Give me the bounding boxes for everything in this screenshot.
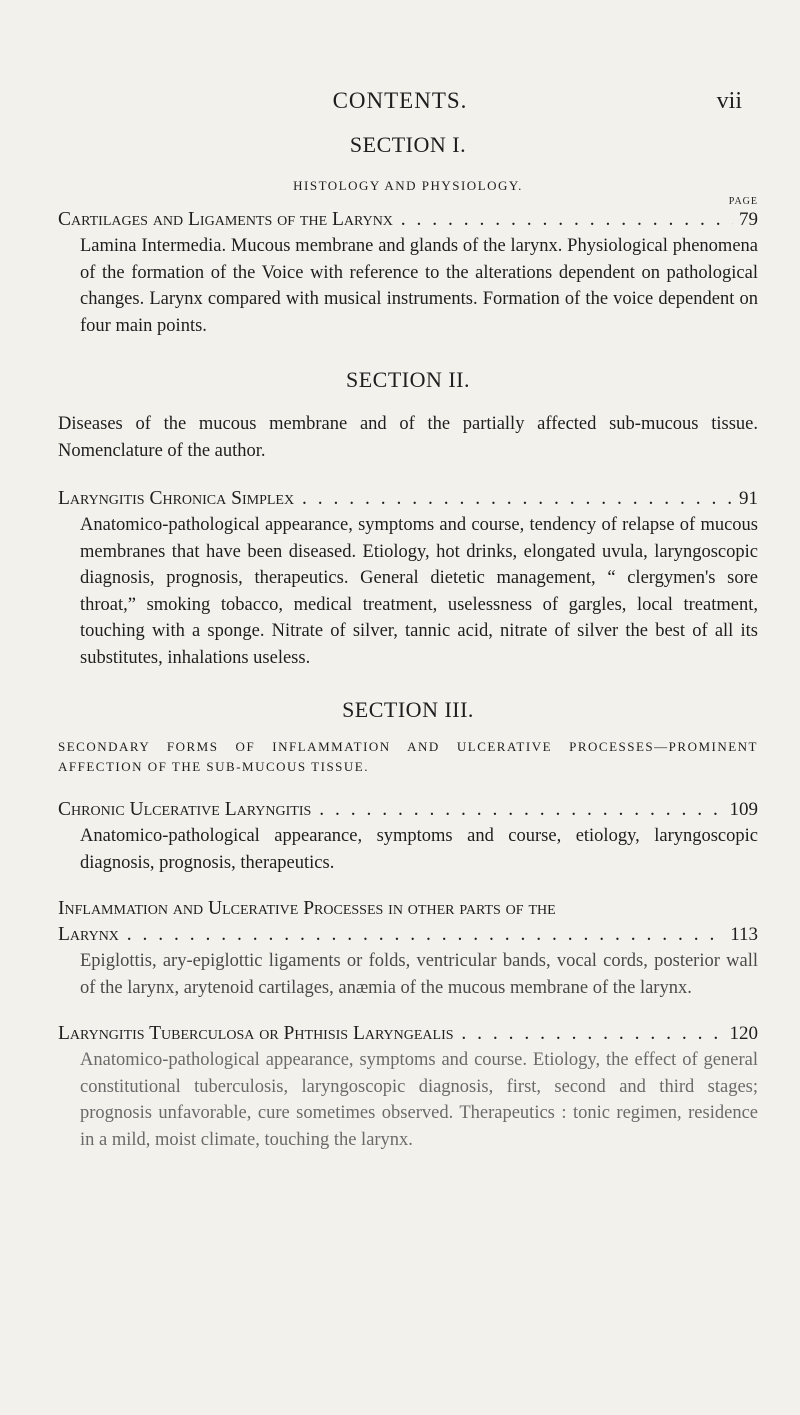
section-2-intro: Diseases of the mucous membrane and of the partially affected sub-mucous tissue. Nomenclature of the author.: [58, 414, 758, 461]
toc-entry-heading[interactable]: [58, 207, 758, 233]
toc-entry-description: Lamina Intermedia. Mucous membrane and glands of the larynx. Physiological phenomena of the formation of the Voice with reference to the alterations dependent on pathological changes. Larynx compared with musical instruments. Formation of the voice dependent on four main points.: [80, 236, 758, 336]
section-2: [58, 367, 758, 671]
toc-entry-title: Laryngitis Tuberculosa or Phthisis Laryngealis . .: [58, 1021, 724, 1047]
toc-entry-description: Epiglottis, ary-epiglottic ligaments or folds, ventricular bands, vocal cords, posterior wall of the larynx, arytenoid cartilages, anæmia of the mucous membrane of the larynx.: [80, 951, 758, 998]
toc-entry-page: 120: [729, 1023, 758, 1044]
toc-entry-description: Anatomico-pathological appearance, symptoms and course. Etiology, the effect of general constitutional tuberculosis, laryngoscopic diagnosis, first, second and third stages; prognosis unfavorable, cure sometimes observed. Therapeutics : tonic regimen, residence in a mild, moist climate, touching the larynx.: [80, 1050, 758, 1150]
toc-entry-title: Laryngitis Chronica Simplex . .: [58, 486, 733, 512]
section-3-title: SECTION III.: [342, 697, 474, 722]
running-head: [0, 88, 800, 118]
toc-entry-page: 109: [729, 799, 758, 820]
page-number: vii: [716, 88, 742, 114]
section-1-title: SECTION I.: [349, 132, 467, 157]
section-2-title: SECTION II.: [345, 367, 471, 392]
toc-entry-heading-line1[interactable]: Inflammation and Ulcerative Processes in other parts of the: [58, 898, 556, 919]
toc-entry-page: 79: [739, 209, 758, 230]
toc-entry-heading[interactable]: [58, 922, 758, 948]
toc-entry-description: Anatomico-pathological appearance, symptoms and course, etiology, laryngoscopic diagnosis, prognosis, therapeutics.: [80, 826, 758, 873]
toc-entry-title: Larynx . .: [58, 922, 724, 948]
contents-body: [58, 132, 758, 1153]
running-head-title: CONTENTS.: [332, 88, 468, 113]
toc-entry-heading[interactable]: [58, 1021, 758, 1047]
toc-entry-heading[interactable]: [58, 486, 758, 512]
toc-entry-heading[interactable]: [58, 797, 758, 823]
toc-entry-title: Cartilages and Ligaments of the Larynx . .: [58, 207, 733, 233]
toc-entry-page: 91: [739, 488, 758, 509]
page-column-label: PAGE: [728, 196, 758, 207]
section-1-subtitle: HISTOLOGY AND PHYSIOLOGY.: [293, 178, 523, 193]
toc-entry-description: Anatomico-pathological appearance, symptoms and course, tendency of relapse of mucous membranes that have been diseased. Etiology, hot drinks, elongated uvula, laryngoscopic diagnosis, prognosis, therapeutics. General dietetic management, “ clergymen's sore throat,” smoking tobacco, medical treatment, uselessness of gargles, local treatment, touching with a sponge. Nitrate of silver, tannic acid, nitrate of silver the best of all its substitutes, inhalations useless.: [80, 515, 758, 668]
section-3: [58, 697, 758, 1153]
toc-entry-page: 113: [730, 924, 758, 945]
section-3-subtitle: SECONDARY FORMS OF INFLAMMATION AND ULCERATIVE PROCESSES—PROMINENT AFFECTION OF THE SUB-MUCOUS TISSUE.: [58, 739, 758, 774]
toc-entry-title: Chronic Ulcerative Laryngitis . .: [58, 797, 724, 823]
section-1: [58, 132, 758, 339]
